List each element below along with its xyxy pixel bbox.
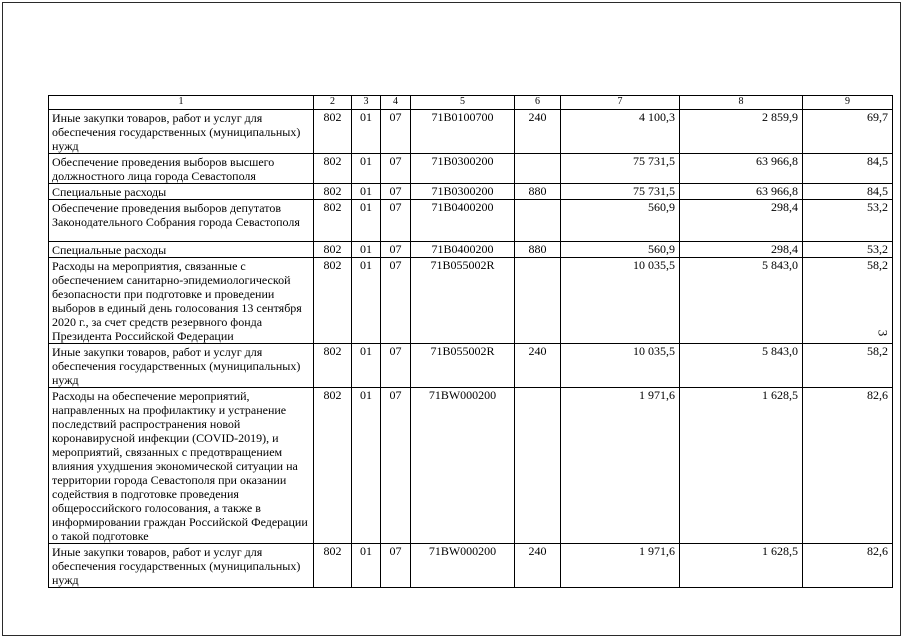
subsection-code-cell: 07 — [381, 258, 411, 344]
table-row — [49, 184, 893, 200]
budget-table — [48, 95, 893, 588]
table-row — [49, 110, 893, 154]
column-header: 6 — [515, 96, 561, 110]
column-number-header-row — [49, 96, 893, 110]
expense-type-cell — [515, 258, 561, 344]
execution-percent-cell: 82,6 — [803, 388, 893, 544]
executed-amount-cell: 63 966,8 — [680, 184, 803, 200]
executed-amount-cell: 63 966,8 — [680, 154, 803, 184]
section-code-cell: 01 — [352, 388, 381, 544]
section-code-cell: 01 — [352, 242, 381, 258]
subsection-code-cell: 07 — [381, 388, 411, 544]
ministry-code-cell: 802 — [314, 242, 352, 258]
expense-name-cell: Обеспечение проведения выборов высшего должностного лица города Севастополя — [49, 154, 314, 184]
executed-amount-cell: 1 628,5 — [680, 388, 803, 544]
expense-name-cell: Иные закупки товаров, работ и услуг для обеспечения государственных (муниципальных) нужд — [49, 110, 314, 154]
ministry-code-cell: 802 — [314, 110, 352, 154]
section-code-cell: 01 — [352, 258, 381, 344]
target-article-cell: 71В0400200 — [411, 200, 515, 242]
ministry-code-cell: 802 — [314, 258, 352, 344]
expense-name-cell: Специальные расходы — [49, 184, 314, 200]
target-article-cell: 71ВW000200 — [411, 544, 515, 588]
table-row — [49, 544, 893, 588]
target-article-cell: 71В0300200 — [411, 154, 515, 184]
target-article-cell: 71В0300200 — [411, 184, 515, 200]
column-header: 8 — [680, 96, 803, 110]
subsection-code-cell: 07 — [381, 544, 411, 588]
target-article-cell: 71ВW000200 — [411, 388, 515, 544]
column-header: 9 — [803, 96, 893, 110]
executed-amount-cell: 298,4 — [680, 200, 803, 242]
expense-name-cell: Иные закупки товаров, работ и услуг для обеспечения государственных (муниципальных) нужд — [49, 344, 314, 388]
table-row — [49, 388, 893, 544]
expense-name-cell: Расходы на обеспечение мероприятий, направленных на профилактику и устранение последствий распространения новой коронавирусной инфекции (COVID-2019), и мероприятий, связанных с предотвращением влияния ухудшения экономической ситуации на территории города Севастополя при оказании содействия в подготовке проведения общероссийского голосования, а также в информировании граждан Российской Федерации о такой подготовке — [49, 388, 314, 544]
column-header: 5 — [411, 96, 515, 110]
expense-name-cell: Расходы на мероприятия, связанные с обеспечением санитарно-эпидемиологической безопасности при подготовке и проведении выборов в единый день голосования 13 сентября 2020 г., за счет средств резервного фонда Президента Российской Федерации — [49, 258, 314, 344]
table-row — [49, 200, 893, 242]
section-code-cell: 01 — [352, 110, 381, 154]
subsection-code-cell: 07 — [381, 184, 411, 200]
planned-amount-cell: 560,9 — [561, 200, 680, 242]
execution-percent-cell: 58,2 — [803, 258, 893, 344]
expense-type-cell: 880 — [515, 184, 561, 200]
expense-name-cell: Обеспечение проведения выборов депутатов Законодательного Собрания города Севастополя — [49, 200, 314, 242]
target-article-cell: 71В0100700 — [411, 110, 515, 154]
ministry-code-cell: 802 — [314, 184, 352, 200]
expense-type-cell — [515, 200, 561, 242]
ministry-code-cell: 802 — [314, 388, 352, 544]
column-header: 3 — [352, 96, 381, 110]
table-row — [49, 344, 893, 388]
column-header: 7 — [561, 96, 680, 110]
column-header: 2 — [314, 96, 352, 110]
expense-type-cell — [515, 388, 561, 544]
planned-amount-cell: 10 035,5 — [561, 258, 680, 344]
column-header: 1 — [49, 96, 314, 110]
planned-amount-cell: 10 035,5 — [561, 344, 680, 388]
section-code-cell: 01 — [352, 154, 381, 184]
expense-type-cell: 240 — [515, 544, 561, 588]
executed-amount-cell: 2 859,9 — [680, 110, 803, 154]
ministry-code-cell: 802 — [314, 344, 352, 388]
page-number: 3 — [875, 329, 891, 337]
executed-amount-cell: 1 628,5 — [680, 544, 803, 588]
planned-amount-cell: 75 731,5 — [561, 184, 680, 200]
expense-name-cell: Иные закупки товаров, работ и услуг для обеспечения государственных (муниципальных) нужд — [49, 544, 314, 588]
ministry-code-cell: 802 — [314, 544, 352, 588]
expense-type-cell: 240 — [515, 344, 561, 388]
ministry-code-cell: 802 — [314, 154, 352, 184]
execution-percent-cell: 53,2 — [803, 200, 893, 242]
expense-type-cell: 880 — [515, 242, 561, 258]
executed-amount-cell: 5 843,0 — [680, 344, 803, 388]
subsection-code-cell: 07 — [381, 200, 411, 242]
executed-amount-cell: 5 843,0 — [680, 258, 803, 344]
subsection-code-cell: 07 — [381, 242, 411, 258]
expense-type-cell: 240 — [515, 110, 561, 154]
execution-percent-cell: 69,7 — [803, 110, 893, 154]
subsection-code-cell: 07 — [381, 344, 411, 388]
table-row — [49, 154, 893, 184]
section-code-cell: 01 — [352, 184, 381, 200]
section-code-cell: 01 — [352, 200, 381, 242]
target-article-cell: 71В0400200 — [411, 242, 515, 258]
planned-amount-cell: 75 731,5 — [561, 154, 680, 184]
execution-percent-cell: 53,2 — [803, 242, 893, 258]
planned-amount-cell: 4 100,3 — [561, 110, 680, 154]
ministry-code-cell: 802 — [314, 200, 352, 242]
expense-name-cell: Специальные расходы — [49, 242, 314, 258]
subsection-code-cell: 07 — [381, 154, 411, 184]
planned-amount-cell: 1 971,6 — [561, 388, 680, 544]
execution-percent-cell: 82,6 — [803, 544, 893, 588]
subsection-code-cell: 07 — [381, 110, 411, 154]
table-row — [49, 258, 893, 344]
executed-amount-cell: 298,4 — [680, 242, 803, 258]
execution-percent-cell: 58,2 — [803, 344, 893, 388]
target-article-cell: 71В055002R — [411, 344, 515, 388]
table-row — [49, 242, 893, 258]
section-code-cell: 01 — [352, 544, 381, 588]
planned-amount-cell: 1 971,6 — [561, 544, 680, 588]
column-header: 4 — [381, 96, 411, 110]
execution-percent-cell: 84,5 — [803, 184, 893, 200]
execution-percent-cell: 84,5 — [803, 154, 893, 184]
planned-amount-cell: 560,9 — [561, 242, 680, 258]
target-article-cell: 71В055002R — [411, 258, 515, 344]
expense-type-cell — [515, 154, 561, 184]
section-code-cell: 01 — [352, 344, 381, 388]
